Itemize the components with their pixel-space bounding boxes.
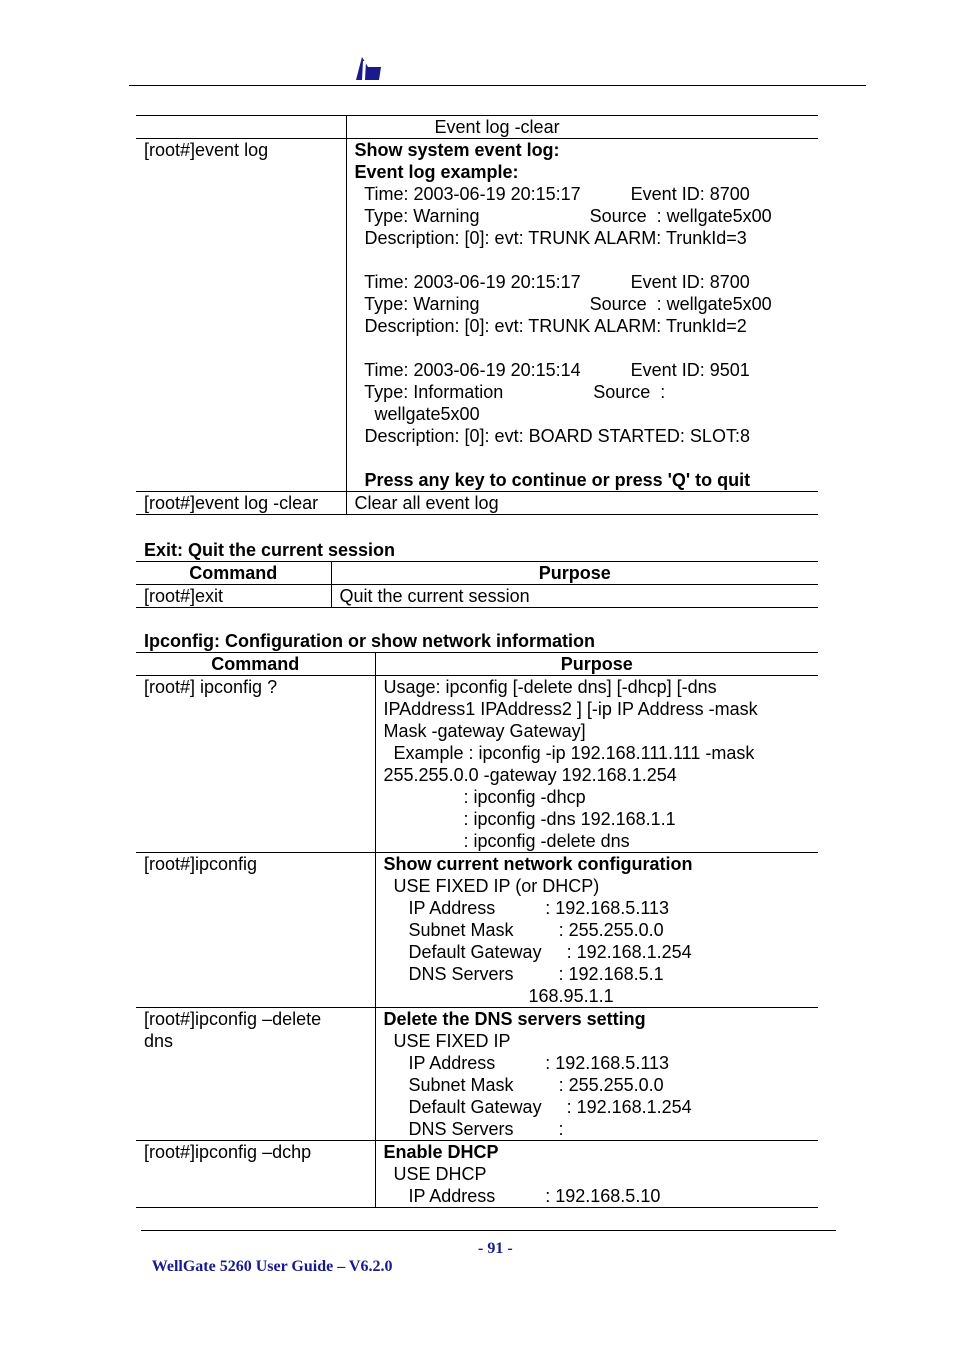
table-row [136,492,818,515]
command-cell: [root#]ipconfig [136,853,375,1008]
text-line: Example : ipconfig -ip 192.168.111.111 -mask [383,743,755,763]
table-header-row [136,562,818,585]
text-line: Time: 2003-06-19 20:15:17 Event ID: 8700 [354,184,750,204]
text-line: DNS Servers : [383,1119,564,1139]
command-cell: [root#]ipconfig –delete dns [136,1008,375,1141]
text-line: DNS Servers : 192.168.5.1 [383,964,664,984]
ipconfig-table [136,652,818,1208]
text-line: IP Address : 192.168.5.113 [383,1053,670,1073]
text-line: Enable DHCP [383,1142,499,1162]
column-header-command: Command [136,653,375,676]
text-line: IP Address : 192.168.5.113 [383,898,670,918]
command-cell [136,116,346,139]
text-line: Mask -gateway Gateway] [383,721,586,741]
column-header-command: Command [136,562,331,585]
command-cell: [root#] ipconfig ? [136,676,375,853]
text-line: USE DHCP [383,1164,487,1184]
table-row [136,1008,818,1141]
page-footer [144,1240,513,1294]
table-row [136,139,818,492]
text-line: Description: [0]: evt: TRUNK ALARM: TrunkId=3 [354,228,747,248]
text-line: Show current network configuration [383,854,693,874]
header-rule [129,85,866,86]
text-line: 168.95.1.1 [383,986,614,1006]
command-cell: [root#]event log [136,139,346,492]
purpose-cell: Quit the current session [331,585,818,608]
exit-section-title: Exit: Quit the current session [144,540,396,560]
table-row [136,116,818,139]
purpose-cell [375,1008,818,1141]
text-line: Show system event log: [354,140,560,160]
text-line: Description: [0]: evt: TRUNK ALARM: TrunkId=2 [354,316,747,336]
footer-guide-title: WellGate 5260 User Guide – V6.2.0 [151,1258,393,1275]
ipconfig-section-title: Ipconfig: Configuration or show network information [144,631,595,651]
text-line [355,337,819,359]
text-line: Event log example: [354,162,519,182]
text-line: USE FIXED IP [383,1031,511,1051]
purpose-cell [375,1141,818,1208]
table-header-row [136,653,818,676]
purpose-cell: Event log -clear [346,116,818,139]
text-line: Type: Warning Source : wellgate5x00 [354,294,772,314]
footer-rule [141,1230,836,1231]
footer-page-number: - 91 - [478,1240,513,1257]
text-line [355,447,819,469]
table-row [136,676,818,853]
text-line: 255.255.0.0 -gateway 192.168.1.254 [383,765,677,785]
text-line: Time: 2003-06-19 20:15:17 Event ID: 8700 [354,272,750,292]
purpose-cell [375,853,818,1008]
text-line: Type: Information Source : [354,382,666,402]
column-header-purpose: Purpose [331,562,818,585]
text-line: IP Address : 192.168.5.10 [383,1186,661,1206]
text-line: : ipconfig -dhcp [383,787,586,807]
command-cell: [root#]ipconfig –dchp [136,1141,375,1208]
text-line: Type: Warning Source : wellgate5x00 [354,206,772,226]
exit-table [136,561,818,608]
text-line: : ipconfig -delete dns [383,831,630,851]
text-line: wellgate5x00 [354,404,480,424]
event-log-example-cell [346,139,818,492]
command-cell: [root#]exit [136,585,331,608]
text-line: : ipconfig -dns 192.168.1.1 [383,809,676,829]
text-line: Default Gateway : 192.168.1.254 [383,942,692,962]
text-line [355,249,819,271]
text-line: Time: 2003-06-19 20:15:14 Event ID: 9501 [354,360,750,380]
column-header-purpose: Purpose [375,653,818,676]
text-line: Delete the DNS servers setting [383,1009,646,1029]
command-cell: [root#]event log -clear [136,492,346,515]
table-row [136,585,818,608]
table-row [136,1141,818,1208]
text-line: Description: [0]: evt: BOARD STARTED: SLOT:8 [354,426,750,446]
text-line: Usage: ipconfig [-delete dns] [-dhcp] [-dns [383,677,717,697]
text-line: IPAddress1 IPAddress2 ] [-ip IP Address -mask [383,699,758,719]
text-line: Default Gateway : 192.168.1.254 [383,1097,692,1117]
text-line: Subnet Mask : 255.255.0.0 [383,1075,664,1095]
purpose-cell: Clear all event log [346,492,818,515]
wellgate-logo-icon [354,55,386,82]
table-row [136,853,818,1008]
text-line: USE FIXED IP (or DHCP) [383,876,600,896]
text-line: Subnet Mask : 255.255.0.0 [383,920,664,940]
text-line: Press any key to continue or press 'Q' to quit [354,470,751,490]
purpose-cell [375,676,818,853]
event-log-table [136,115,818,515]
